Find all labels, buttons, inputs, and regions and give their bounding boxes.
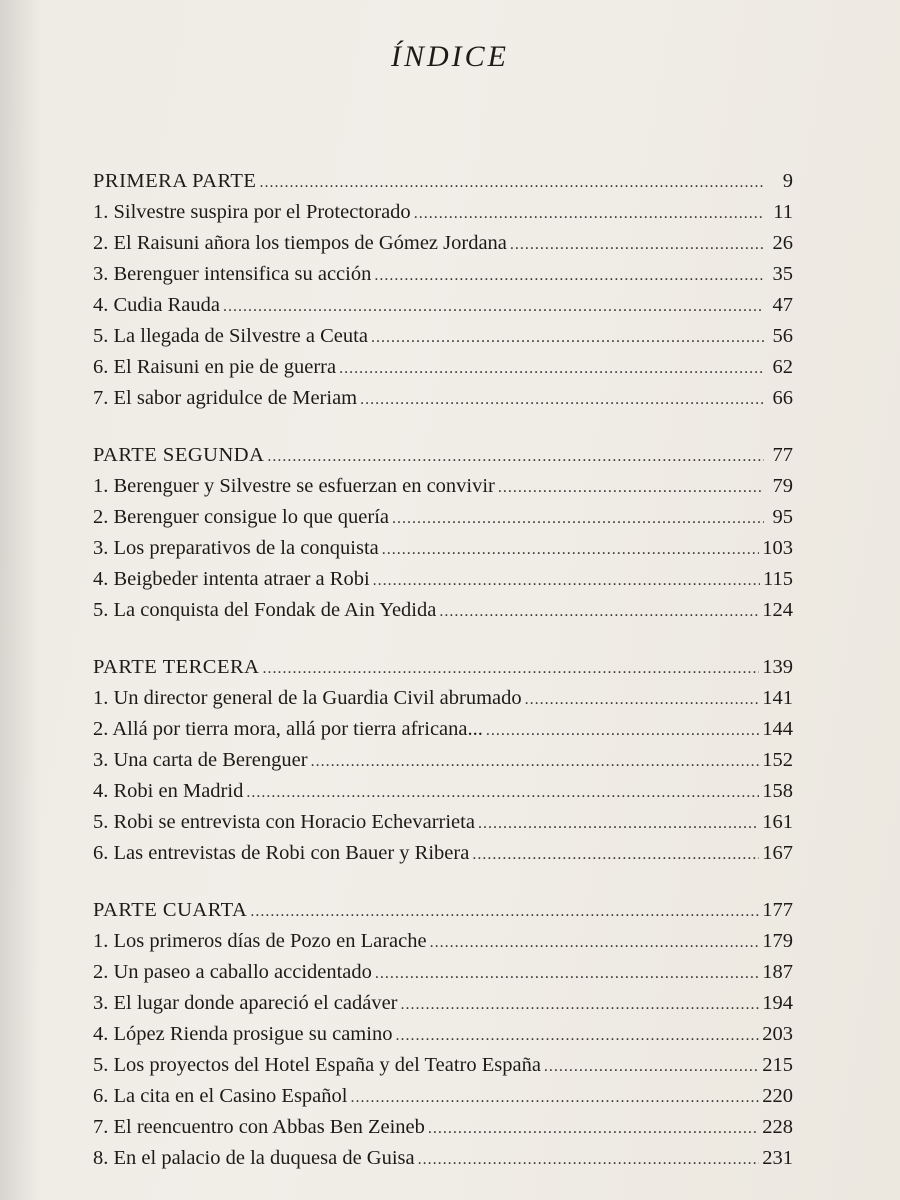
chapter-title: 2. Allá por tierra mora, allá por tierra africana... [93, 718, 483, 740]
toc-chapter-row [93, 502, 793, 533]
dot-leader [414, 198, 764, 229]
chapter-title: 3. Berenguer intensifica su acción [93, 263, 372, 285]
page-number: 139 [762, 656, 793, 678]
toc-chapter-row [93, 1143, 793, 1174]
dot-leader [382, 534, 759, 565]
toc-chapter-row [93, 1019, 793, 1050]
chapter-title: 7. El reencuentro con Abbas Ben Zeineb [93, 1116, 425, 1138]
page-number: 177 [762, 899, 793, 921]
toc-chapter-row [93, 595, 793, 626]
part-title: PARTE SEGUNDA [93, 444, 265, 466]
page-number: 141 [762, 687, 793, 709]
toc-chapter-row [93, 807, 793, 838]
toc-chapter-row [93, 259, 793, 290]
toc-chapter-row [93, 471, 793, 502]
toc-chapter-row [93, 197, 793, 228]
dot-leader [339, 353, 764, 384]
page-number: 115 [763, 568, 793, 590]
chapter-title: 5. La llegada de Silvestre a Ceuta [93, 325, 368, 347]
page-number: 35 [772, 263, 793, 285]
dot-leader [259, 167, 764, 198]
toc-chapter-row [93, 533, 793, 564]
toc-section [93, 440, 793, 626]
page-number: 179 [762, 930, 793, 952]
toc-chapter-row [93, 1081, 793, 1112]
dot-leader [374, 260, 764, 291]
dot-leader [373, 565, 760, 596]
dot-leader [439, 596, 759, 627]
page-number: 203 [762, 1023, 793, 1045]
chapter-title: 6. Las entrevistas de Robi con Bauer y Ribera [93, 842, 470, 864]
dot-leader [401, 989, 760, 1020]
dot-leader [250, 896, 759, 927]
toc-chapter-row [93, 1050, 793, 1081]
chapter-title: 1. Los primeros días de Pozo en Larache [93, 930, 427, 952]
toc-chapter-row [93, 957, 793, 988]
page-number: 11 [773, 201, 793, 223]
chapter-title: 2. Un paseo a caballo accidentado [93, 961, 372, 983]
dot-leader [486, 715, 759, 746]
dot-leader [478, 808, 759, 839]
chapter-title: 4. Beigbeder intenta atraer a Robi [93, 568, 370, 590]
chapter-title: 5. Los proyectos del Hotel España y del Teatro España [93, 1054, 541, 1076]
page-number: 167 [762, 842, 793, 864]
chapter-title: 1. Berenguer y Silvestre se esfuerzan en convivir [93, 475, 495, 497]
toc-part-heading [93, 166, 793, 197]
dot-leader [392, 503, 764, 534]
toc-chapter-row [93, 290, 793, 321]
page-number: 228 [762, 1116, 793, 1138]
page-number: 77 [772, 444, 793, 466]
chapter-title: 8. En el palacio de la duquesa de Guisa [93, 1147, 415, 1169]
toc-section [93, 166, 793, 414]
page-number: 47 [772, 294, 793, 316]
dot-leader [223, 291, 764, 322]
dot-leader [350, 1082, 759, 1113]
dot-leader [395, 1020, 759, 1051]
page-number: 124 [762, 599, 793, 621]
chapter-title: 1. Silvestre suspira por el Protectorado [93, 201, 411, 223]
page-number: 66 [772, 387, 793, 409]
toc-chapter-row [93, 714, 793, 745]
dot-leader [262, 653, 759, 684]
page-number: 158 [762, 780, 793, 802]
page-number: 144 [762, 718, 793, 740]
dot-leader [371, 322, 764, 353]
chapter-title: 6. El Raisuni en pie de guerra [93, 356, 337, 378]
dot-leader [267, 441, 764, 472]
page-number: 103 [762, 537, 793, 559]
toc-chapter-row [93, 352, 793, 383]
page-number: 194 [762, 992, 793, 1014]
toc-chapter-row [93, 1112, 793, 1143]
toc-chapter-row [93, 321, 793, 352]
chapter-title: 2. Berenguer consigue lo que quería [93, 506, 390, 528]
dot-leader [418, 1144, 760, 1175]
toc-chapter-row [93, 383, 793, 414]
toc-chapter-row [93, 683, 793, 714]
page-number: 79 [772, 475, 793, 497]
page-number: 62 [772, 356, 793, 378]
chapter-title: 5. La conquista del Fondak de Ain Yedida [93, 599, 437, 621]
page-title: ÍNDICE [391, 40, 509, 74]
toc-part-heading [93, 895, 793, 926]
toc-chapter-row [93, 564, 793, 595]
dot-leader [246, 777, 759, 808]
table-of-contents [93, 166, 793, 1200]
dot-leader [472, 839, 759, 870]
dot-leader [360, 384, 764, 415]
page-number: 95 [772, 506, 793, 528]
dot-leader [311, 746, 760, 777]
toc-chapter-row [93, 228, 793, 259]
toc-chapter-row [93, 926, 793, 957]
toc-chapter-row [93, 838, 793, 869]
chapter-title: 4. Robi en Madrid [93, 780, 244, 802]
chapter-title: 3. El lugar donde apareció el cadáver [93, 992, 398, 1014]
page-number: 220 [762, 1085, 793, 1107]
dot-leader [525, 684, 760, 715]
toc-chapter-row [93, 776, 793, 807]
chapter-title: 5. Robi se entrevista con Horacio Echevarrieta [93, 811, 475, 833]
part-title: PARTE TERCERA [93, 656, 260, 678]
part-title: PRIMERA PARTE [93, 170, 257, 192]
dot-leader [428, 1113, 759, 1144]
page-gutter-shadow [0, 0, 40, 1200]
chapter-title: 4. Cudia Rauda [93, 294, 220, 316]
dot-leader [510, 229, 764, 260]
page-number: 56 [772, 325, 793, 347]
page-number: 187 [762, 961, 793, 983]
toc-chapter-row [93, 988, 793, 1019]
page-number: 9 [782, 170, 793, 192]
chapter-title: 3. Los preparativos de la conquista [93, 537, 379, 559]
toc-part-heading [93, 440, 793, 471]
dot-leader [544, 1051, 759, 1082]
toc-section [93, 652, 793, 869]
dot-leader [375, 958, 759, 989]
chapter-title: 4. López Rienda prosigue su camino [93, 1023, 393, 1045]
page-number: 231 [762, 1147, 793, 1169]
chapter-title: 7. El sabor agridulce de Meriam [93, 387, 358, 409]
chapter-title: 2. El Raisuni añora los tiempos de Gómez Jordana [93, 232, 507, 254]
dot-leader [430, 927, 760, 958]
dot-leader [498, 472, 764, 503]
toc-part-heading [93, 652, 793, 683]
part-title: PARTE CUARTA [93, 899, 248, 921]
chapter-title: 3. Una carta de Berenguer [93, 749, 308, 771]
page-number: 152 [762, 749, 793, 771]
chapter-title: 6. La cita en el Casino Español [93, 1085, 348, 1107]
toc-chapter-row [93, 745, 793, 776]
chapter-title: 1. Un director general de la Guardia Civil abrumado [93, 687, 522, 709]
page-number: 26 [772, 232, 793, 254]
page-number: 161 [762, 811, 793, 833]
page-number: 215 [762, 1054, 793, 1076]
toc-section [93, 895, 793, 1174]
